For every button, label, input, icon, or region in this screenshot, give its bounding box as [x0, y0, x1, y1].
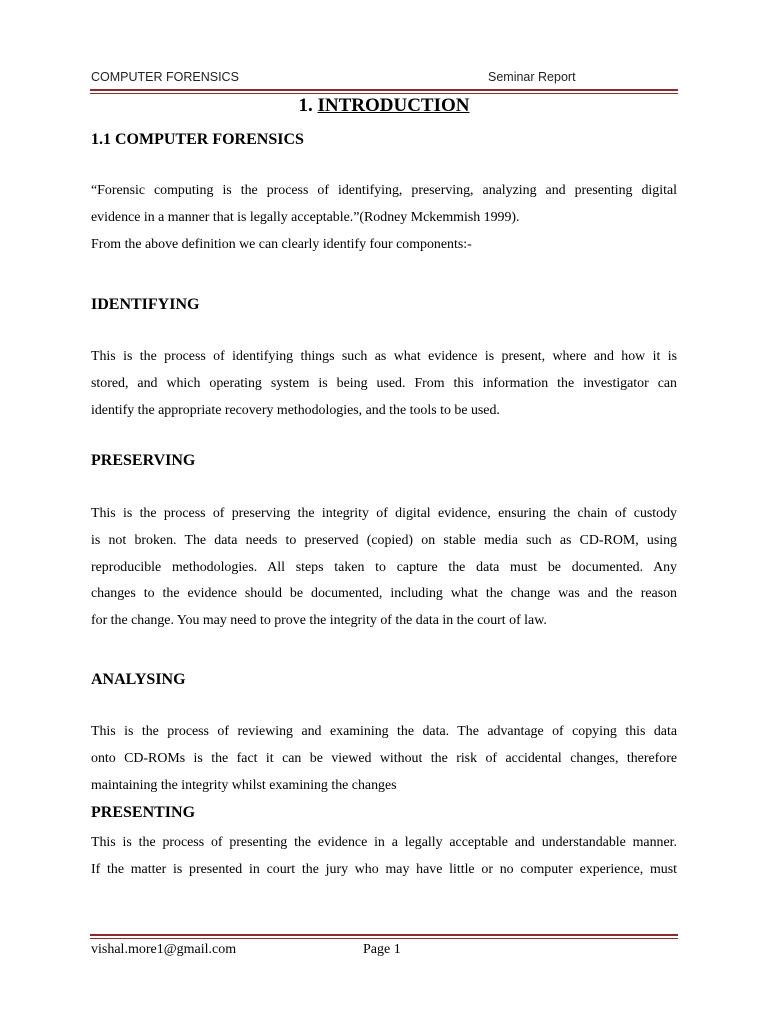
paragraph-line: for the change. You may need to prove the integrity of the data in the court of law. — [91, 613, 547, 629]
preserving-paragraph — [91, 501, 677, 635]
analysing-heading: ANALYSING — [91, 671, 186, 688]
chapter-heading: INTRODUCTION — [317, 95, 470, 116]
paragraph-line: maintaining the integrity whilst examining the changes — [91, 777, 397, 793]
paragraph-line: This is the process of preserving the integrity of digital evidence, ensuring the chain of custody — [91, 506, 677, 521]
paragraph-line: stored, and which operating system is being used. From this information the investigator can — [91, 375, 677, 391]
section-heading: 1.1 COMPUTER FORENSICS — [91, 131, 304, 148]
header-title: COMPUTER FORENSICS — [91, 70, 239, 84]
presenting-heading: PRESENTING — [91, 804, 196, 821]
paragraph-line: changes to the evidence should be documented, including what the change was and the reason — [91, 586, 677, 602]
paragraph-line: This is the process of presenting the evidence in a legally acceptable and understandable manner. — [91, 835, 677, 850]
header-report-type: Seminar Report — [488, 70, 576, 84]
chapter-number: 1. — [298, 95, 313, 116]
footer-email: vishal.more1@gmail.com — [91, 942, 237, 957]
paragraph-line: evidence in a manner that is legally acceptable.”(Rodney Mckemmish 1999). — [91, 209, 520, 225]
paragraph-line: is not broken. The data needs to preserved (copied) on stable media such as CD-ROM, using — [91, 532, 677, 548]
paragraph-line: identify the appropriate recovery methodologies, and the tools to be used. — [91, 402, 500, 418]
paragraph-line: If the matter is presented in court the jury who may have little or no computer experience, must — [91, 861, 677, 877]
definition-paragraph — [91, 178, 677, 258]
paragraph-line: From the above definition we can clearly identify four components:- — [91, 236, 472, 252]
preserving-heading: PRESERVING — [91, 452, 196, 469]
presenting-paragraph — [91, 830, 677, 884]
identifying-paragraph — [91, 344, 677, 424]
paragraph-line: This is the process of reviewing and examining the data. The advantage of copying this data — [91, 724, 677, 739]
paragraph-line: This is the process of identifying things such as what evidence is present, where and how it is — [91, 349, 677, 364]
paragraph-line: “Forensic computing is the process of identifying, preserving, analyzing and presenting digital — [91, 183, 677, 198]
header-divider — [90, 89, 678, 94]
paragraph-line: reproducible methodologies. All steps taken to capture the data must be documented. Any — [91, 559, 677, 575]
paragraph-line: onto CD-ROMs is the fact it can be viewed without the risk of accidental changes, therefore — [91, 750, 677, 766]
footer-page-number: Page 1 — [363, 942, 401, 957]
analysing-paragraph — [91, 719, 677, 799]
footer-divider — [90, 934, 678, 939]
chapter-title — [0, 95, 768, 117]
identifying-heading: IDENTIFYING — [91, 296, 200, 313]
